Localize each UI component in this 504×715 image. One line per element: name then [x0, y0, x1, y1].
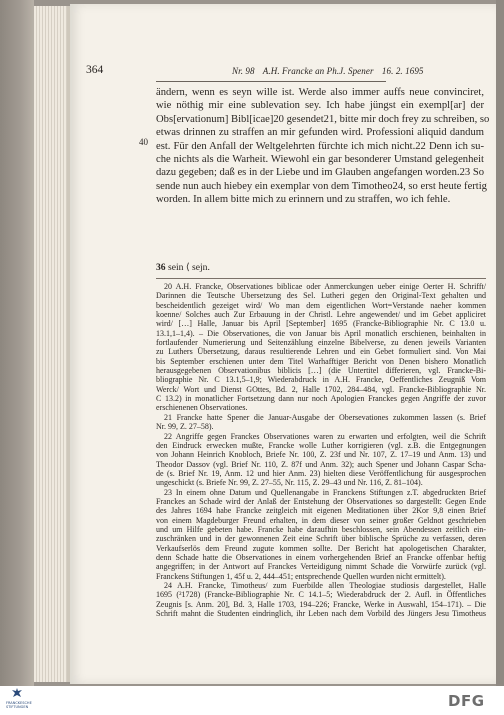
footnote-line: den Eindruck erwecken mußte, Francke wolle Luther korrigieren (vgl. z.B. die Entgegnungen	[156, 440, 486, 450]
letter-line: est. Für den Anfall der Weltgelehrten fürchte ich mich nicht.22 Denn ich su-	[156, 140, 484, 152]
footnote-line: bescheidentlich gezeiget wird/ Wo man dem eigentlichen Wort=Verstande naeher kommen	[156, 300, 486, 310]
footnote-line: Theodor Dassov (vgl. Brief Nr. 110, Z. 87f und Anm. 32); auch Spener und Johann Caspar Scha-	[156, 459, 486, 469]
footnote-line: wird/ […] Halle, Januar bis April [September] 1695 (Francke-Bibliographie Nr. C 13.0 u.	[156, 319, 486, 329]
letter-line: wie nöthig mir eine sublevation sey. Ich habe jüngst ein exempl[ar] der	[156, 100, 484, 112]
footnote-line: Zeugnis [s. Anm. 20], Bd. 3, Halle 1703, 194–226; Francke, Werke in Auswahl, 154–171). – Die	[156, 599, 486, 609]
running-head-letter-number: Nr. 98	[232, 66, 255, 76]
footnote-line: 24 A.H. Francke, Timotheus/ zum Fuerbilde allen Theologiae studiosis dargestellet, Halle	[164, 581, 486, 590]
viewer-footer	[0, 686, 504, 715]
footnote-line: bliographie Nr. C 13.1,5–1,9; Wiederabdruck in A.H. Francke, Oeffentliches Zeugniß Vom	[156, 375, 486, 385]
footnote-line: Nr. 99, Z. 27–58).	[156, 422, 214, 432]
running-head-correspondents: A.H. Francke an Ph.J. Spener	[262, 66, 374, 76]
footnote-line: denn Schade hatte die Observationes in einem vorhergehenden Brief an Francke offenbar heftig	[156, 552, 486, 562]
footnote-line: C 13.2) in monatlicher Fortsetzung dann nur noch Apologien Franckes gegen Angriffe der zuvor	[156, 394, 486, 404]
footnote-line: 1695 (²1728) (Francke-Bibliographie Nr. C 14.1–5; Wiederabdruck der 2. Aufl. in Öffentliches	[156, 590, 486, 600]
line-number-marker: 40	[139, 137, 148, 147]
footnote-line: von Johann Heinrich Knobloch, Briefe Nr. 100, Z. 23f und Nr. 107, Z. 17–19 und Anm. 13) und	[156, 450, 486, 460]
footnotes	[156, 278, 486, 618]
footnote-line: Verkaufserlös dem Freund zugute kommen sollte. Der Bericht hat apologetischen Charakter,	[156, 543, 486, 553]
footnote-line: und um Hilfe gebeten habe. Francke habe daraufhin beschlossen, sein Abendessen zeitlich ein-	[156, 524, 486, 534]
footnote-line: 21 Francke hatte Spener die Januar-Ausgabe der Obersevationes zukommen lassen (s. Brief	[164, 412, 486, 422]
footnote-line: 20 A.H. Francke, Observationes biblicae oder Anmerckungen ueber einige Oerter H. Schrifft/	[164, 282, 486, 291]
footnote-line: Franckens Stiftungen 1, 45f u. 2, 444–451; entsprechende Quellen wurden nicht ermittelt).	[156, 571, 446, 581]
book-cover-right	[496, 0, 504, 686]
footnote-line: von einem Magdeburger Freund erhalten, in dem dieser von seiner großer Geldnot geschrieben	[156, 515, 486, 525]
letter-line: worden. In allem bitte mich zu erinnern und zu straffen, wo ich fehle.	[156, 194, 451, 206]
letter-line: dazu gegeben; daß es in der Liebe und im Glauben angefangen worden.23 So	[156, 167, 485, 179]
footnote-line: koenne/ Solches auch Zur Erbauung in der Christl. Lehre angewendet/ und im Gebet appliciret	[156, 310, 486, 320]
footnote-line: zu Luthers Übersetzung, daraus resultierende Lehren und ein Gebet formuliert sind. Von Mai	[156, 347, 486, 357]
footnote-line: 13.1,1–1,4). – Die Observationes, die von Januar bis April monatlich erschienen, beinhalten in	[156, 328, 486, 338]
letter-line: che nichts als die Warheit. Wiewohl ein gar besonderer Umstand gelegenheit	[156, 154, 484, 166]
book-cover-left	[0, 0, 34, 686]
letter-line: etwas drinnen zu straffen an mir gefunden wird. Professioni aliquid dandum	[156, 127, 484, 139]
letter-line: sende nun auch hiebey ein exemplar von dem Timotheo24, so erst heute fertig	[156, 180, 487, 192]
footnote-line: Franckes an Schade wird der Anlaß der Entstehung der Observationes so dargestellt: Gegen Ende	[156, 496, 486, 506]
footnote-line: 23 In einem ohne Datum und Quellenangabe in Franckens Stiftungen z.T. abgedruckten Brief	[164, 487, 486, 497]
footnote-line: Darinnen die Teutsche Ubersetzung des Sel. Lutheri gegen den Original-Text gehalten und	[156, 291, 486, 301]
page-edges	[34, 6, 70, 682]
footnote-line: zuschränken und in der gewonnenen Zeit eine Schrift über biblische Sprüche zu verfassen, deren	[156, 534, 486, 544]
footnote-line: ungeschickt (s. Briefe Nr. 99, Z. 27–55, Nr. 115, Z. 29–43 und Nr. 116, Z. 81–104).	[156, 478, 423, 488]
header-rule	[156, 81, 386, 82]
running-head	[232, 66, 430, 76]
footnote-line: des Jahres 1694 habe Francke zeitgleich mit eigenen Meditationen über 2Kor 9,8 einen Brief	[156, 506, 486, 516]
critical-apparatus	[156, 262, 210, 273]
footnote-line: herausgegebenen Observationibus biblicis […] (die Untertitel differieren, vgl. Francke-Bi-	[156, 366, 486, 376]
dfg-logo: DFG	[448, 692, 485, 710]
page-number: 364	[86, 64, 104, 76]
footnote-line: 22 Angriffe gegen Franckes Observationes waren zu erwarten und erfolgten, weil die Schrift	[164, 431, 486, 441]
letter-line: Obs[ervationum] Bibl[icae]20 gesendet21, bitte mir doch frey zu schreiben, so	[156, 113, 490, 125]
eagle-icon	[12, 688, 22, 698]
footnote-line: fortlaufender Numerierung und Seitenzählung einzelne Bibelverse, zu denen jeweils Varianten	[156, 338, 486, 348]
logo-caption: FRANCKESCHE STIFTUNGEN	[6, 701, 32, 709]
footnote-line: de (s. Brief Nr. 19, Anm. 12 und hier Anm. 23) hielten diese Veröffentlichung für ausgesprochen	[156, 468, 486, 478]
apparatus-line-number: 36	[156, 262, 166, 273]
letter-line: ändern, wenn es seyn wille ist. Werde also immer auffs neue convinciret,	[156, 87, 484, 98]
franckesche-stiftungen-logo	[6, 688, 32, 712]
running-head-date: 16. 2. 1695	[381, 66, 424, 76]
footnote-line: Schrift mahnt die Studenten eindringlich, ihr Leben nach dem Vorbild des Jüngers Jesu Timotheus	[156, 609, 486, 619]
apparatus-text: sein ⟨ sejn.	[168, 262, 210, 273]
footnote-line: Werck/ Wort und Dienst GOttes, Bd. 2, Halle 1702, 284–484, vgl. Francke-Bibliographie Nr.	[156, 384, 486, 394]
footnote-line: angegriffen; in der Antwort auf Franckes Verteidigung nimmt Schade die Vorwürfe zurück (vgl.	[156, 562, 486, 572]
footnote-line: bis September erschienen unter dem Titel Warhafftiger Bericht von Denen bishero Monatlich	[156, 356, 486, 366]
footnote-line: erschienenen Observationes.	[156, 403, 248, 413]
letter-text	[156, 86, 490, 207]
